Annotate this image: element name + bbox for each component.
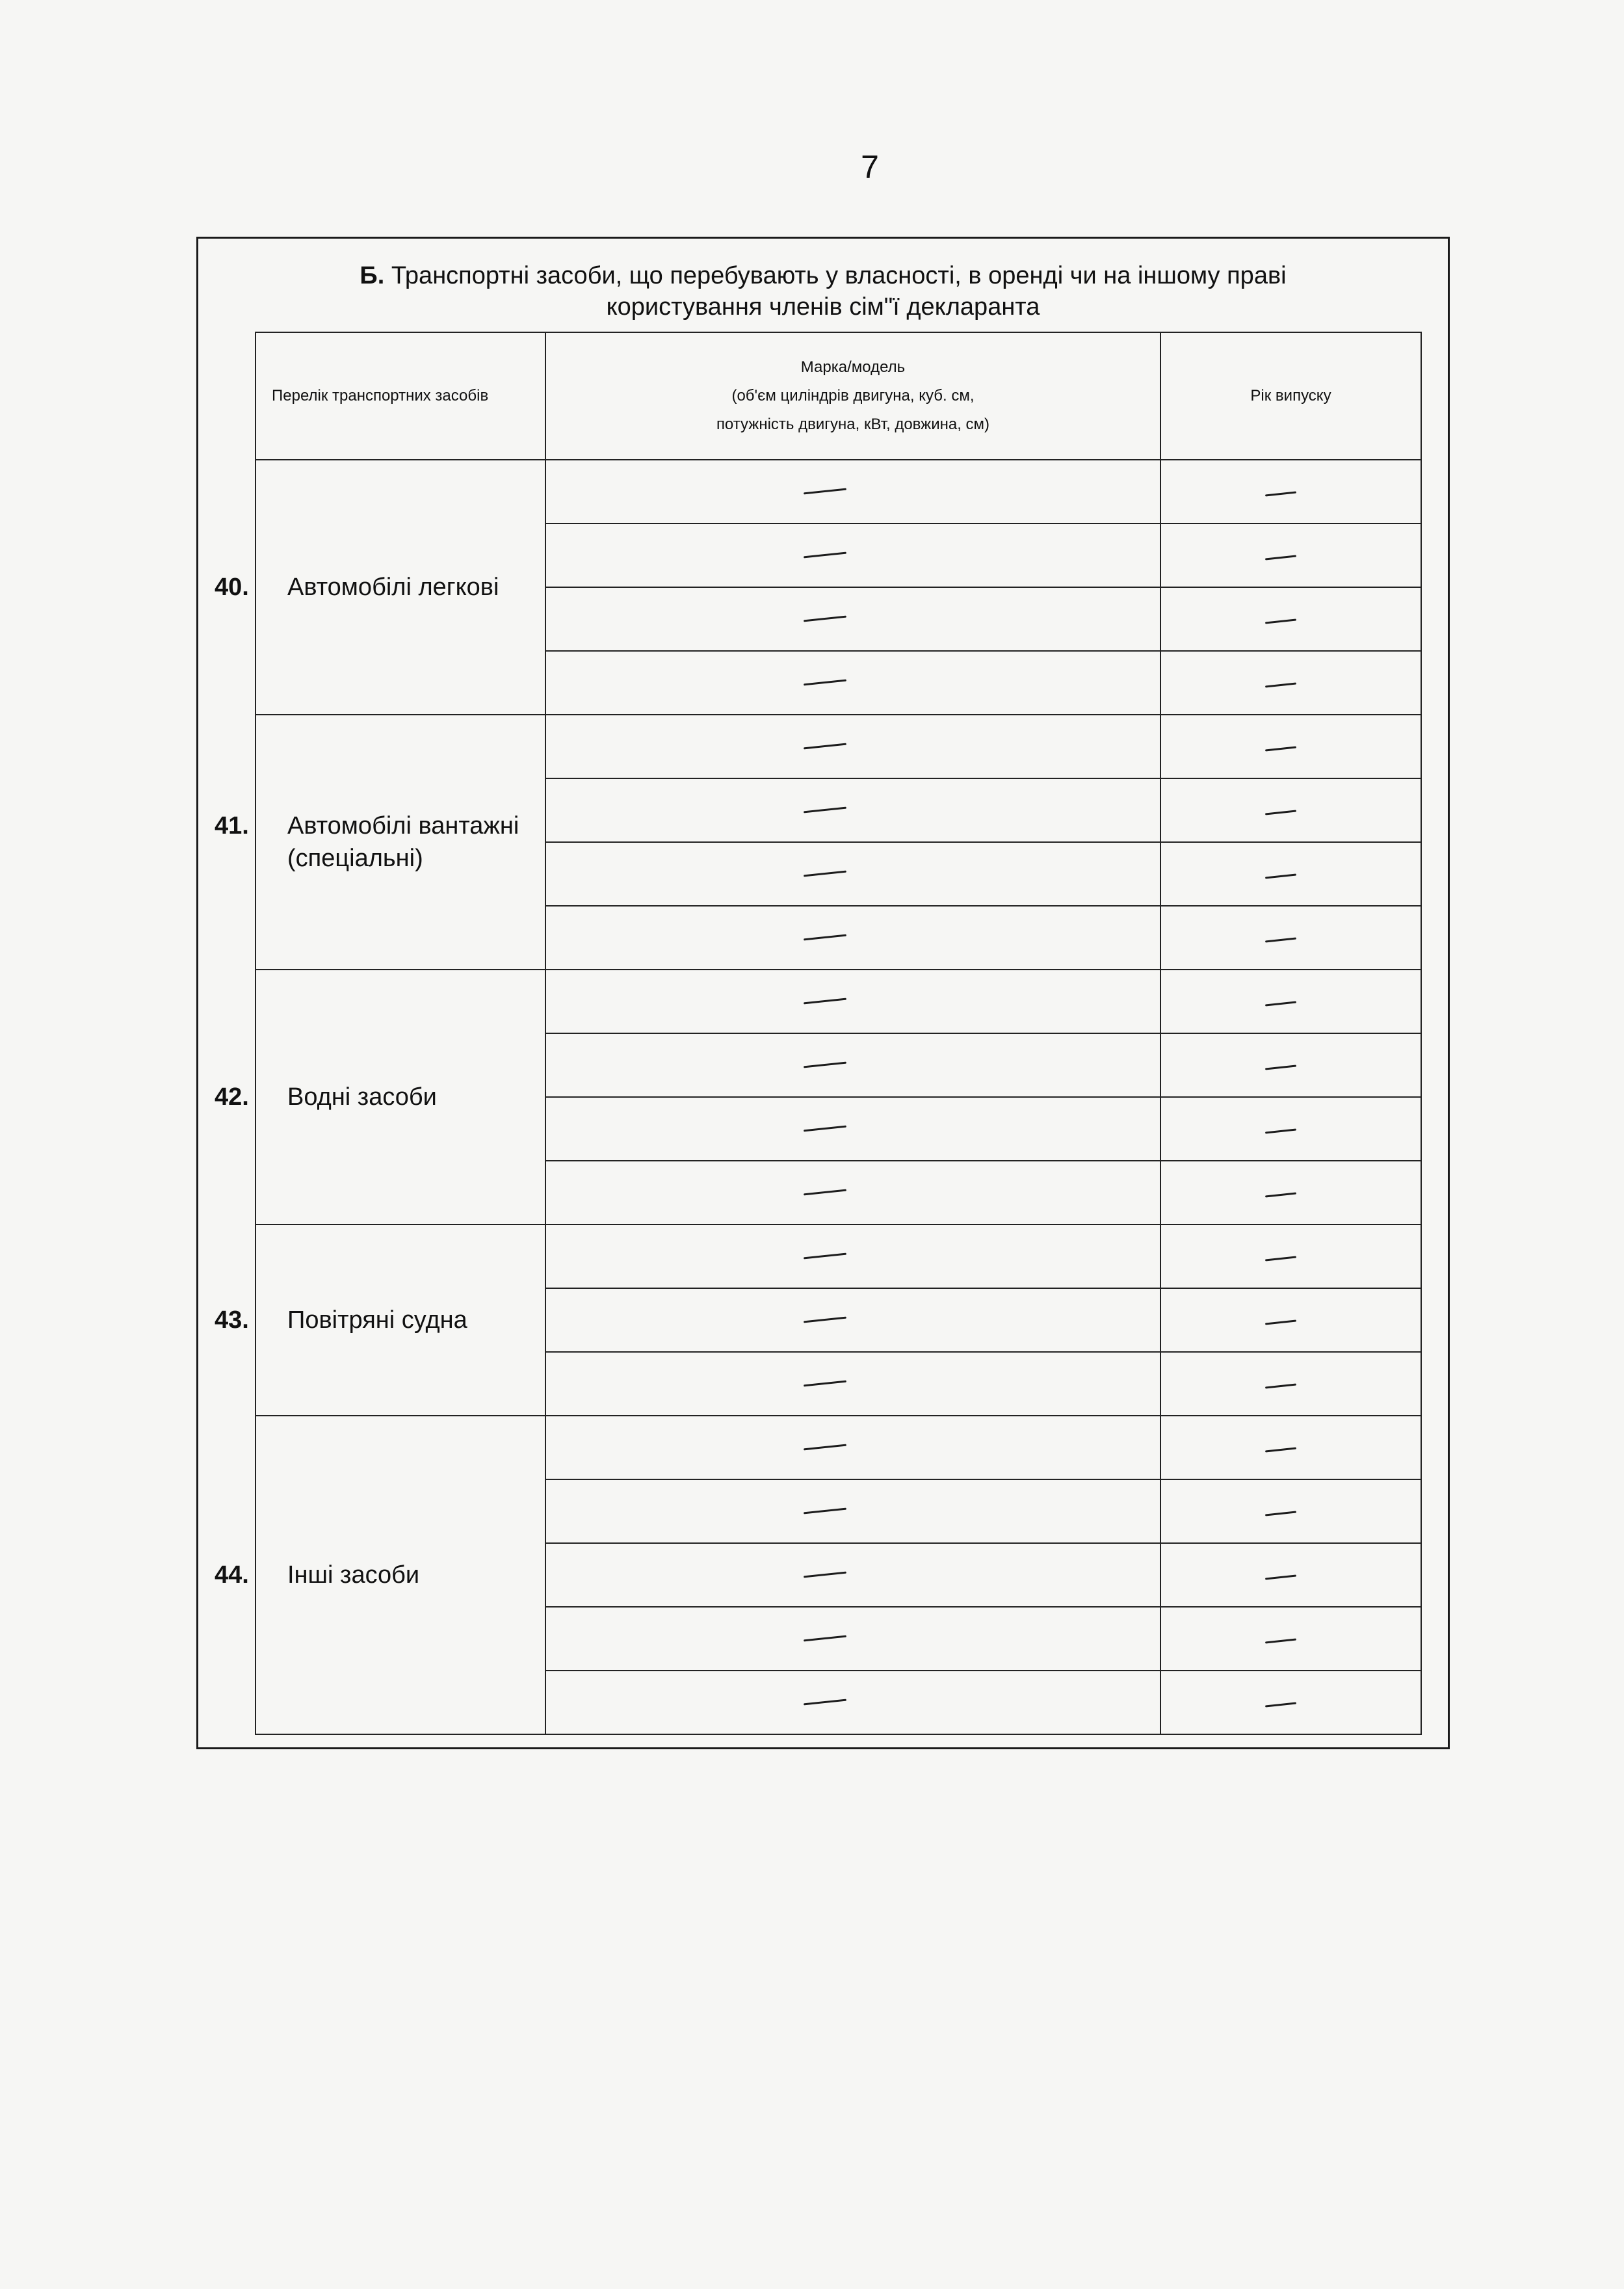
empty-dash-mark [804,1699,846,1706]
table-row [255,970,1421,1033]
category-cell [215,460,545,715]
table-row [255,1416,1421,1479]
category-content [215,571,545,603]
year-cell [1160,778,1421,842]
empty-dash-mark [804,743,846,750]
category-label-line-2: (спеціальні) [287,845,423,872]
category-cell [215,1224,545,1416]
empty-dash-mark [1265,1319,1296,1325]
empty-dash-mark [1265,682,1296,687]
year-cell [1160,460,1421,523]
category-label-line-1: Повітряні судна [287,1306,467,1334]
empty-dash-mark [804,1444,846,1451]
section-title [196,260,1450,323]
empty-dash-mark [1265,746,1296,751]
section-title-line-1 [196,260,1450,291]
category-label-line-1: Автомобілі легкові [287,574,499,601]
empty-dash-mark [1265,1447,1296,1452]
year-cell [1160,1352,1421,1416]
table-row [255,715,1421,778]
year-cell [1160,1479,1421,1543]
model-cell [545,1543,1160,1607]
empty-dash-mark [1265,1128,1296,1133]
year-cell [1160,1288,1421,1352]
empty-dash-mark [1265,1001,1296,1006]
empty-dash-mark [804,552,846,559]
category-number: 41. [215,812,249,840]
header-model-line-3: потужність двигуна, кВт, довжина, см) [716,416,990,433]
category-content [215,1559,545,1591]
model-cell [545,970,1160,1033]
table-row [255,460,1421,523]
section-title-text: Транспортні засоби, що перебувають у власності, в оренді чи на іншому праві [391,262,1287,289]
year-cell [1160,1543,1421,1607]
category-content [215,810,545,875]
section-title-line-2: користування членів сім"ї декларанта [606,293,1040,321]
category-label [273,1559,419,1591]
category-cell [215,1416,545,1734]
empty-dash-mark [804,998,846,1005]
empty-dash-mark [804,871,846,877]
empty-dash-mark [1265,873,1296,879]
year-cell [1160,523,1421,587]
model-cell [545,1097,1160,1161]
year-cell [1160,906,1421,970]
model-cell [545,1671,1160,1734]
empty-dash-mark [804,1253,846,1260]
model-cell [545,651,1160,715]
year-cell [1160,842,1421,906]
year-cell [1160,1416,1421,1479]
year-cell [1160,715,1421,778]
empty-dash-mark [1265,1638,1296,1643]
model-cell [545,587,1160,651]
category-number: 40. [215,574,249,601]
header-model-line-1: Марка/модель [800,358,906,376]
empty-dash-mark [804,680,846,686]
header-year: Рік випуску [1160,332,1421,460]
empty-dash-mark [1265,1256,1296,1261]
empty-dash-mark [804,1189,846,1196]
empty-dash-mark [1265,810,1296,815]
year-cell [1160,587,1421,651]
year-cell [1160,1161,1421,1224]
model-cell [545,715,1160,778]
empty-dash-mark [804,1381,846,1387]
empty-dash-mark [804,1062,846,1068]
empty-dash-mark [804,934,846,941]
empty-dash-mark [1265,1574,1296,1580]
empty-dash-mark [1265,1383,1296,1388]
category-cell [215,970,545,1224]
category-label [273,810,519,875]
year-cell [1160,1224,1421,1288]
category-number: 43. [215,1306,249,1334]
model-cell [545,1416,1160,1479]
year-cell [1160,1607,1421,1671]
empty-dash-mark [804,1508,846,1515]
section-prefix: Б. [360,262,385,289]
category-number: 42. [215,1083,249,1111]
category-number: 44. [215,1561,249,1589]
model-cell [545,1607,1160,1671]
empty-dash-mark [1265,1702,1296,1707]
year-cell [1160,651,1421,715]
model-cell [545,778,1160,842]
header-model-line-2: (об'єм циліндрів двигуна, куб. см, [731,387,975,404]
header-vehicle-list: Перелік транспортних засобів [255,332,545,460]
model-cell [545,1352,1160,1416]
model-cell [545,523,1160,587]
year-cell [1160,1671,1421,1734]
category-content [215,1304,545,1336]
model-cell [545,1161,1160,1224]
empty-dash-mark [804,1126,846,1132]
category-cell [215,715,545,970]
model-cell [545,1288,1160,1352]
empty-dash-mark [1265,1511,1296,1516]
year-cell [1160,1097,1421,1161]
model-cell [545,460,1160,523]
year-cell [1160,1033,1421,1097]
empty-dash-mark [1265,555,1296,560]
empty-dash-mark [1265,1065,1296,1070]
model-cell [545,906,1160,970]
empty-dash-mark [1265,1192,1296,1197]
category-label-line-1: Автомобілі вантажні [287,812,519,840]
model-cell [545,1224,1160,1288]
empty-dash-mark [1265,937,1296,942]
empty-dash-mark [804,1635,846,1642]
empty-dash-mark [804,616,846,622]
category-label-line-1: Інші засоби [287,1561,420,1589]
empty-dash-mark [804,1572,846,1578]
page-number: 7 [861,149,879,185]
empty-dash-mark [1265,618,1296,624]
header-model [545,332,1160,460]
table-body [215,460,1421,1734]
empty-dash-mark [804,807,846,814]
empty-dash-mark [804,1317,846,1323]
vehicles-table [215,332,1422,1735]
category-label-line-1: Водні засоби [287,1083,437,1111]
empty-dash-mark [804,488,846,495]
category-label [273,1304,467,1336]
category-content [215,1081,545,1113]
table-header-row [255,332,1421,460]
category-label [273,1081,437,1113]
model-cell [545,1479,1160,1543]
model-cell [545,1033,1160,1097]
table-row [255,1224,1421,1288]
category-label [273,571,499,603]
year-cell [1160,970,1421,1033]
model-cell [545,842,1160,906]
empty-dash-mark [1265,491,1296,496]
